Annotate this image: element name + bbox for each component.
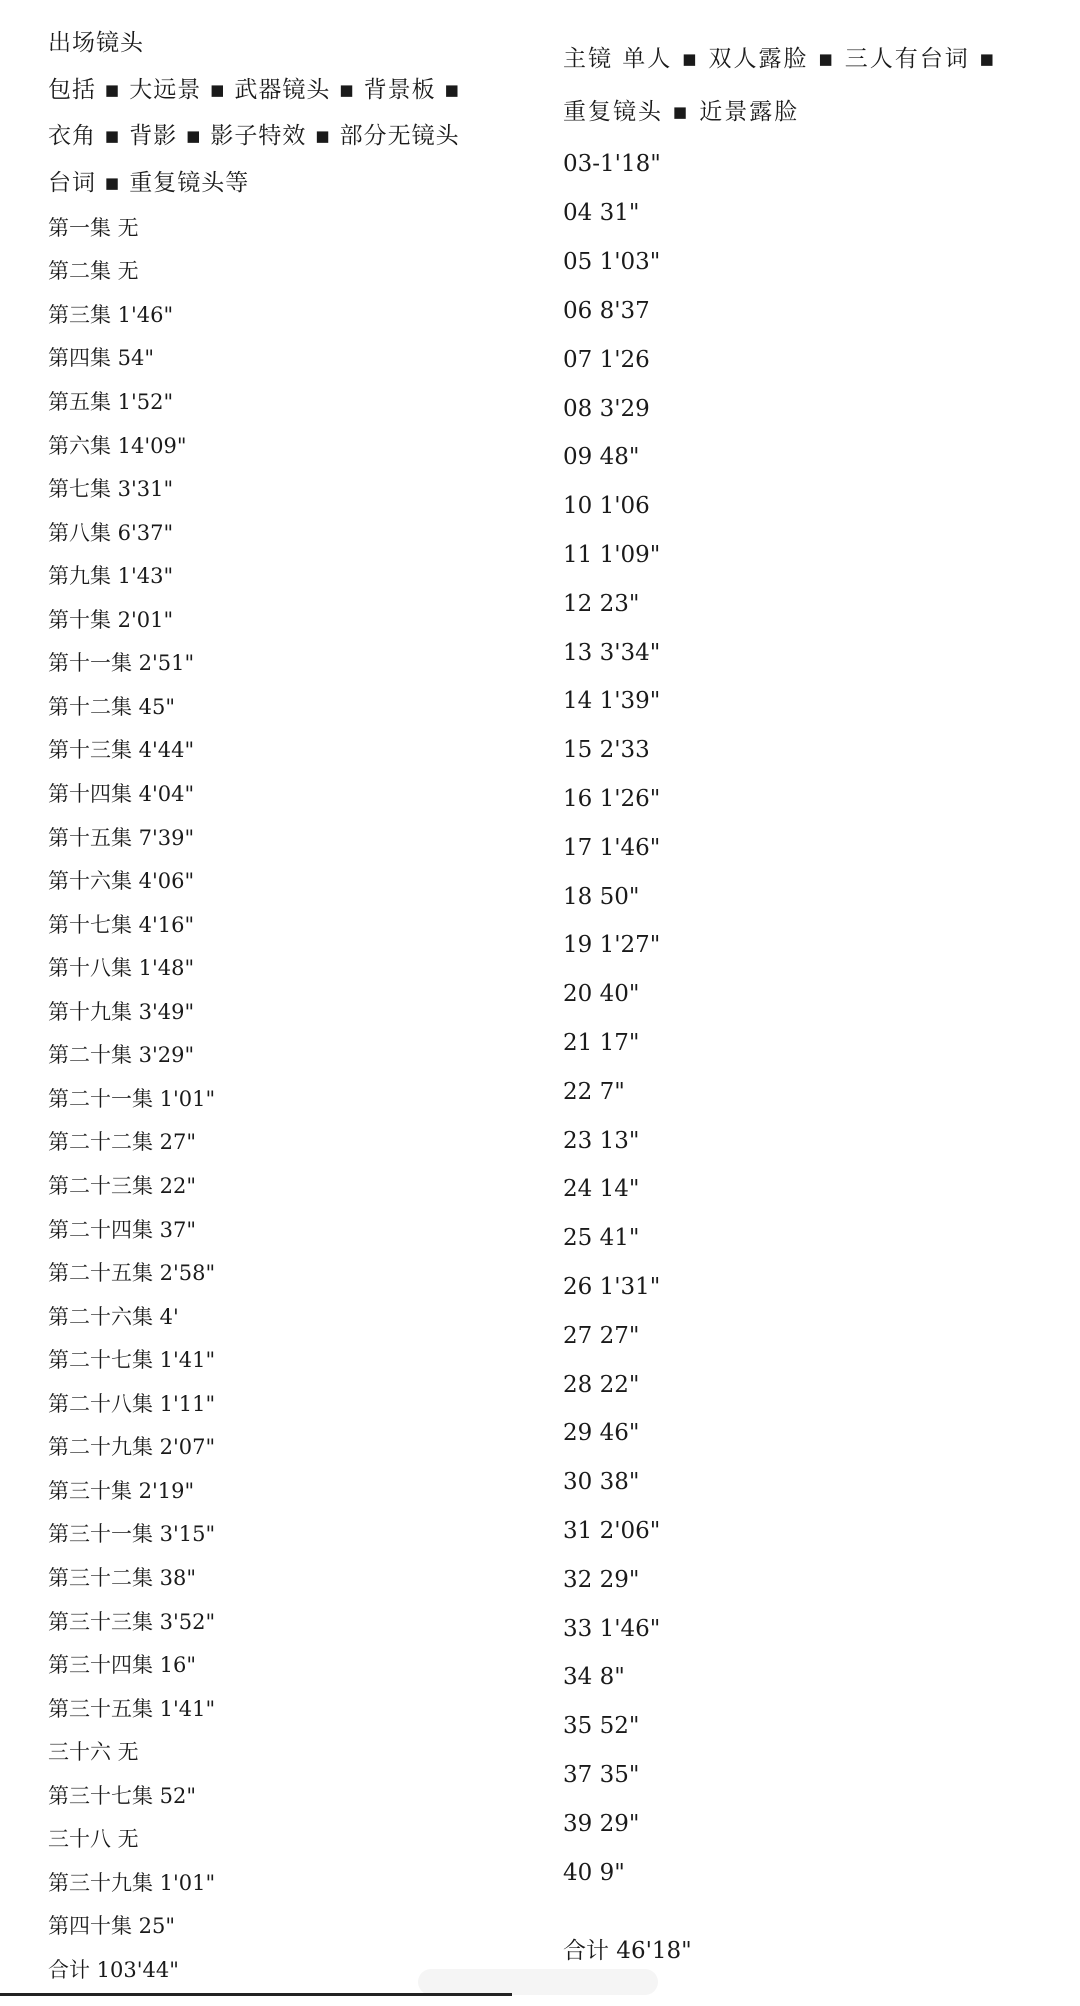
episode-row: 第四集 54" xyxy=(48,346,155,370)
episode-row: 第十四集 4'04" xyxy=(48,782,195,806)
episode-row: 39 29" xyxy=(563,1811,640,1837)
episode-row: 35 52" xyxy=(563,1713,640,1739)
episode-row: 40 9" xyxy=(563,1860,625,1886)
episode-row: 第二十七集 1'41" xyxy=(48,1348,216,1372)
episode-row: 第十二集 45" xyxy=(48,695,176,719)
left-header-line: 台词 ▪ 重复镜头等 xyxy=(48,170,250,196)
right-total: 合计 46'18" xyxy=(563,1938,692,1964)
episode-row: 04 31" xyxy=(563,200,640,226)
episode-row: 第二十二集 27" xyxy=(48,1130,197,1154)
episode-row: 第十六集 4'06" xyxy=(48,869,195,893)
episode-row: 27 27" xyxy=(563,1323,640,1349)
episode-row: 第七集 3'31" xyxy=(48,477,174,501)
bottom-divider xyxy=(0,1993,512,1996)
episode-row: 23 13" xyxy=(563,1128,640,1154)
episode-row: 第十五集 7'39" xyxy=(48,826,195,850)
episode-row: 第十八集 1'48" xyxy=(48,956,195,980)
episode-row: 14 1'39" xyxy=(563,688,661,714)
episode-row: 26 1'31" xyxy=(563,1274,661,1300)
episode-row: 第二十四集 37" xyxy=(48,1218,197,1242)
left-header-line: 包括 ▪ 大远景 ▪ 武器镜头 ▪ 背景板 ▪ xyxy=(48,77,461,103)
episode-row: 16 1'26" xyxy=(563,786,661,812)
episode-row: 第三十一集 3'15" xyxy=(48,1522,216,1546)
episode-row: 11 1'09" xyxy=(563,542,661,568)
episode-row: 第二十三集 22" xyxy=(48,1174,197,1198)
episode-row: 第三十二集 38" xyxy=(48,1566,197,1590)
episode-row: 15 2'33 xyxy=(563,737,650,763)
episode-row: 31 2'06" xyxy=(563,1518,661,1544)
episode-row: 12 23" xyxy=(563,591,640,617)
episode-row: 13 3'34" xyxy=(563,640,661,666)
episode-row: 28 22" xyxy=(563,1372,640,1398)
episode-row: 33 1'46" xyxy=(563,1616,661,1642)
episode-row: 第三十四集 16" xyxy=(48,1653,197,1677)
episode-row: 第八集 6'37" xyxy=(48,521,174,545)
episode-row: 25 41" xyxy=(563,1225,640,1251)
episode-row: 第二集 无 xyxy=(48,259,139,283)
episode-row: 第九集 1'43" xyxy=(48,564,174,588)
episode-row: 37 35" xyxy=(563,1762,640,1788)
episode-row: 34 8" xyxy=(563,1664,625,1690)
episode-row: 第二十集 3'29" xyxy=(48,1043,195,1067)
episode-row: 第二十九集 2'07" xyxy=(48,1435,216,1459)
episode-row: 05 1'03" xyxy=(563,249,661,275)
episode-row: 第四十集 25" xyxy=(48,1914,176,1938)
episode-row: 第十七集 4'16" xyxy=(48,913,195,937)
right-header-title: 主镜 单人 ▪ 双人露脸 ▪ 三人有台词 ▪ xyxy=(563,46,997,72)
episode-row: 10 1'06 xyxy=(563,493,650,519)
right-header-line: 重复镜头 ▪ 近景露脸 xyxy=(563,99,800,125)
episode-row: 三十八 无 xyxy=(48,1827,139,1851)
episode-row: 第三十五集 1'41" xyxy=(48,1697,216,1721)
episode-row: 第三集 1'46" xyxy=(48,303,174,327)
left-header-line: 衣角 ▪ 背影 ▪ 影子特效 ▪ 部分无镜头 xyxy=(48,123,460,149)
episode-row: 09 48" xyxy=(563,444,640,470)
episode-row: 07 1'26 xyxy=(563,347,650,373)
episode-row: 第十三集 4'44" xyxy=(48,738,195,762)
left-header-title: 出场镜头 xyxy=(48,30,144,56)
episode-row: 第二十六集 4' xyxy=(48,1305,179,1329)
episode-row: 第二十八集 1'11" xyxy=(48,1392,216,1416)
episode-row: 30 38" xyxy=(563,1469,640,1495)
episode-row: 第三十七集 52" xyxy=(48,1784,197,1808)
episode-row: 第一集 无 xyxy=(48,216,139,240)
episode-row: 17 1'46" xyxy=(563,835,661,861)
episode-row: 第五集 1'52" xyxy=(48,390,174,414)
episode-row: 第三十九集 1'01" xyxy=(48,1871,216,1895)
episode-row: 03-1'18" xyxy=(563,151,661,177)
watermark-overlay xyxy=(418,1969,658,1995)
episode-row: 29 46" xyxy=(563,1420,640,1446)
episode-row: 19 1'27" xyxy=(563,932,661,958)
episode-row: 32 29" xyxy=(563,1567,640,1593)
episode-row: 第二十一集 1'01" xyxy=(48,1087,216,1111)
episode-row: 24 14" xyxy=(563,1176,640,1202)
episode-row: 08 3'29 xyxy=(563,396,650,422)
episode-row: 第十集 2'01" xyxy=(48,608,174,632)
episode-row: 第三十三集 3'52" xyxy=(48,1610,216,1634)
left-total: 合计 103'44" xyxy=(48,1958,179,1982)
episode-row: 18 50" xyxy=(563,884,640,910)
episode-row: 第六集 14'09" xyxy=(48,434,187,458)
episode-row: 第三十集 2'19" xyxy=(48,1479,195,1503)
episode-row: 三十六 无 xyxy=(48,1740,139,1764)
episode-row: 第十一集 2'51" xyxy=(48,651,195,675)
episode-row: 21 17" xyxy=(563,1030,640,1056)
episode-row: 20 40" xyxy=(563,981,640,1007)
episode-row: 第十九集 3'49" xyxy=(48,1000,195,1024)
episode-row: 第二十五集 2'58" xyxy=(48,1261,216,1285)
episode-row: 06 8'37 xyxy=(563,298,650,324)
episode-row: 22 7" xyxy=(563,1079,625,1105)
